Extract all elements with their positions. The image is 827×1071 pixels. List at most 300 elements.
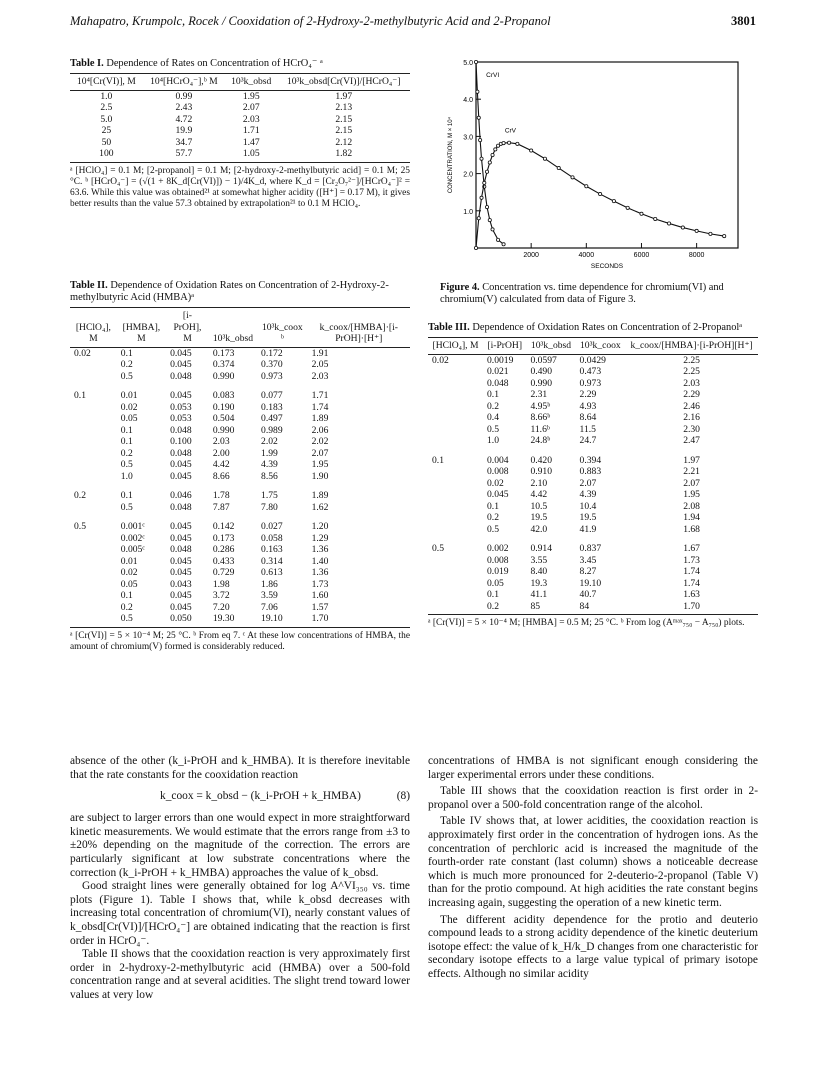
table-cell: 1.95 (242, 90, 260, 102)
table-cell: 0.045 (170, 459, 192, 470)
table-cell: 0.973 (579, 377, 602, 389)
left-paragraph-3: Good straight lines were generally obtained for log A^VI₃₅₀ vs. time plots (Figure 1). Table I shows that, while k_obsd decreases with increasing total concentration of chromium(VI), nearly constant values of k_obsd[Cr(VI)]/[HCrO₄⁻] are obtained indicating that the reaction is first order in HCrO₄⁻. (70, 880, 410, 947)
table-cell: 8.66ᵇ (530, 412, 551, 423)
data-point (496, 238, 499, 241)
table-cell: 0.286 (212, 544, 235, 555)
acid-cell (70, 533, 117, 545)
table-cell: 2.03 (242, 113, 260, 125)
table-cell: 0.2 (487, 600, 499, 612)
table-cell: 4.72 (175, 113, 193, 125)
table-cell: 84 (579, 600, 590, 612)
table-row (428, 589, 758, 601)
right-paragraph-4: The different acidity dependence for the protio and deuterio compound leads to a strong acidity dependence of the kinetic deuterium isotope effect: the value of k_H/k_D changes from one characteristic for secondary isotope effects to a large value typical of primary isotope effects. Although no similar acidity (428, 913, 758, 980)
figure-4-svg (440, 56, 760, 276)
table-cell: 0.002ᶜ (120, 532, 145, 544)
data-point (585, 185, 588, 188)
table-2-header: [HClO₄], M (70, 310, 117, 347)
table-row (428, 389, 758, 401)
equation-number: (8) (396, 790, 410, 803)
table-row (70, 102, 410, 114)
acid-cell (70, 544, 117, 556)
table-row (428, 366, 758, 378)
data-point (480, 157, 483, 160)
table-cell: 0.729 (212, 567, 235, 578)
table-cell: 0.883 (579, 466, 602, 477)
table-row (70, 471, 410, 483)
table-cell: 0.05 (487, 577, 504, 589)
table-cell: 2.07 (683, 477, 700, 489)
table-cell: 0.058 (261, 532, 283, 544)
table-cell: 1.90 (311, 470, 329, 482)
acid-cell (428, 401, 483, 413)
table-cell: 0.163 (261, 544, 283, 555)
acid-cell (70, 413, 117, 425)
table-cell: 1.63 (683, 589, 700, 600)
figure-4-chart (440, 56, 760, 276)
data-point (681, 226, 684, 229)
table-cell: 0.048 (170, 544, 192, 555)
table-cell: 19.10 (579, 577, 602, 589)
acid-cell (428, 589, 483, 601)
table-cell: 1.94 (683, 512, 700, 523)
table-cell: 7.87 (212, 501, 230, 513)
data-point (530, 149, 533, 152)
data-point (476, 90, 479, 93)
y-tick-label: 4.0 (463, 97, 473, 105)
acid-cell (70, 436, 117, 448)
table-cell: 0.02 (120, 567, 138, 578)
table-row (70, 448, 410, 460)
table-row (70, 579, 410, 591)
data-point (488, 219, 491, 222)
table-cell: 0.5 (120, 370, 133, 382)
table-cell: 0.100 (170, 436, 192, 447)
data-point (695, 229, 698, 232)
table-cell: 0.048 (170, 501, 192, 513)
table-cell: 0.053 (170, 413, 192, 424)
acid-cell (428, 512, 483, 524)
table-cell: 0.01 (120, 555, 138, 567)
table-1-grid (70, 76, 410, 160)
table-cell: 41.9 (579, 523, 597, 535)
page-number: 3801 (731, 14, 756, 28)
table-cell: 0.1 (487, 389, 499, 400)
left-paragraph-2: are subject to larger errors than one would expect in more straightforward kinetic measurements. We would estimate that the errors range from ±3 to ±20% depending on the magnitude of the correction. The errors are particularly significant at low substrate concentrations where the correction (k_i-PrOH + k_HMBA) approaches the value of k_obsd. (70, 812, 410, 879)
data-point (612, 200, 615, 203)
table-cell: 2.29 (683, 389, 700, 400)
table-cell: 0.02 (487, 477, 504, 489)
table-cell: 2.47 (683, 435, 700, 446)
table-row (70, 590, 410, 602)
acid-cell: 0.1 (432, 454, 444, 466)
table-3-caption: Table III. Dependence of Oxidation Rates on Concentration of 2-Propanolᵃ (428, 322, 743, 333)
table-cell: 8.40 (530, 566, 548, 577)
table-cell: 0.1 (120, 347, 133, 359)
table-cell: 3.72 (212, 590, 230, 601)
table-cell: 0.077 (261, 390, 283, 401)
table-2-header: 10³k_coox ᵇ (257, 310, 308, 347)
table-cell: 0.1 (487, 589, 499, 600)
table-cell: 0.2 (487, 512, 499, 523)
table-cell: 5.0 (100, 113, 113, 125)
acid-cell (428, 555, 483, 567)
table-cell: 0.5 (487, 423, 499, 435)
table-3-header: [i-PrOH] (483, 340, 526, 354)
table-row (70, 613, 410, 625)
acid-cell (70, 359, 117, 371)
table-2-header: [HMBA], M (117, 310, 166, 347)
table-cell: 2.12 (335, 136, 353, 148)
table-cell: 2.07 (311, 447, 329, 459)
acid-cell (70, 402, 117, 414)
acid-cell (70, 567, 117, 579)
table-row (70, 382, 410, 402)
table-cell: 0.0429 (579, 354, 606, 366)
series-label: CrV (504, 127, 517, 135)
table-cell: 0.4 (487, 412, 499, 423)
table-cell: 0.1 (120, 490, 133, 501)
table-cell: 0.914 (530, 543, 553, 554)
acid-cell (70, 502, 117, 514)
table-cell: 1.60 (311, 590, 329, 601)
table-cell: 4.42 (530, 489, 548, 500)
acid-cell (428, 466, 483, 478)
table-cell: 0.374 (212, 359, 235, 370)
table-cell: 0.05 (120, 578, 138, 590)
table-cell: 24.7 (579, 435, 597, 446)
table-row (70, 602, 410, 614)
data-point (723, 234, 726, 237)
table-cell: 1.71 (311, 390, 329, 401)
table-cell: 0.008 (487, 466, 509, 477)
table-cell: 1.97 (683, 454, 700, 466)
acid-cell (428, 578, 483, 590)
table-cell: 19.3 (530, 577, 548, 589)
table-cell: 0.045 (170, 470, 192, 482)
data-point (477, 217, 480, 220)
table-row (428, 378, 758, 390)
table-cell: 0.990 (530, 377, 553, 389)
x-tick-label: 6000 (633, 252, 650, 259)
acid-cell (70, 448, 117, 460)
table-cell: 7.20 (212, 601, 230, 613)
table-cell: 50 (101, 136, 112, 148)
acid-cell (70, 471, 117, 483)
acid-cell (70, 459, 117, 471)
table-cell: 0.048 (487, 377, 509, 389)
table-row (428, 354, 758, 366)
table-row (428, 401, 758, 413)
running-title: Mahapatro, Krumpolc, Rocek / Cooxidation of 2-Hydroxy-2-methylbutyric Acid and 2-Propanol (70, 14, 551, 28)
table-cell: 1.70 (311, 613, 329, 624)
right-paragraph-2: Table III shows that the cooxidation reaction is first order in 2-propanol over a 500-fold concentration range of the alcohol. (428, 785, 758, 811)
table-cell: 11.5 (579, 423, 596, 435)
table-cell: 1.86 (261, 578, 278, 590)
table-cell: 1.82 (335, 148, 353, 159)
acid-cell: 0.1 (74, 390, 86, 401)
data-point (557, 166, 560, 169)
table-cell: 1.74 (683, 577, 700, 589)
table-cell: 8.27 (579, 566, 597, 577)
table-cell: 2.15 (335, 113, 353, 125)
y-axis-label: CONCENTRATION, M × 10⁴ (448, 116, 454, 194)
data-point (477, 116, 480, 119)
table-cell: 2.07 (242, 102, 260, 113)
table-row (428, 489, 758, 501)
table-cell: 0.2 (120, 601, 133, 613)
table-cell: 2.03 (311, 370, 329, 382)
table-cell: 19.9 (175, 125, 193, 136)
table-cell: 10.4 (579, 500, 597, 512)
right-paragraph-3: Table IV shows that, at lower acidities, the cooxidation reaction is approximately first order in the concentration of hydrogen ions. As the concentration of perchloric acid is increased the magnitude of the fourth-order rate constant (last column) shows a noticeable decrease which is much more pronounced for 2-deuterio-2-propanol (Table V) than for the protio compound. At high acidities the rate constant begins increasing again, suggesting the operation of a new kinetic term. (428, 815, 758, 909)
table-row (428, 478, 758, 490)
table-row (428, 512, 758, 524)
table-row (428, 412, 758, 424)
table-cell: 0.497 (261, 413, 283, 424)
table-row (428, 566, 758, 578)
table-cell: 0.045 (170, 590, 192, 601)
data-point (502, 141, 505, 144)
right-paragraph-1: concentrations of HMBA is not significant enough considering the larger experimental errors under these conditions. (428, 755, 758, 781)
table-cell: 0.048 (170, 447, 192, 459)
acid-cell (70, 579, 117, 591)
table-cell: 0.019 (487, 566, 509, 577)
table-cell: 0.045 (170, 555, 192, 567)
table-cell: 2.31 (530, 389, 548, 400)
table-cell: 0.008 (487, 554, 509, 566)
table-cell: 0.173 (212, 532, 235, 544)
table-cell: 2.05 (311, 359, 329, 370)
table-cell: 57.7 (175, 148, 193, 159)
table-cell: 0.5 (120, 501, 133, 513)
table-cell: 1.74 (683, 566, 700, 577)
table-cell: 1.89 (311, 490, 329, 501)
left-paragraph-4: Table II shows that the cooxidation reaction is very approximately first order in 2-hydroxy-2-methylbutyric acid (HMBA) over a 500-fold concentration range and at several acidities. The slight trend toward lower values at very low (70, 948, 410, 1001)
table-cell: 0.2 (487, 400, 499, 412)
acid-cell (70, 371, 117, 383)
acid-cell (428, 378, 483, 390)
acid-cell (428, 366, 483, 378)
table-cell: 0.989 (261, 424, 283, 436)
table-cell: 2.02 (261, 436, 278, 447)
acid-cell (428, 389, 483, 401)
table-cell: 2.43 (175, 102, 193, 113)
table-cell: 0.05 (120, 413, 138, 424)
table-cell: 85 (530, 600, 541, 612)
table-3-header: 10³k_coox (576, 340, 626, 354)
x-tick-label: 2000 (523, 252, 539, 259)
table-cell: 0.394 (579, 454, 602, 466)
y-tick-label: 3.0 (463, 134, 473, 142)
table-cell: 2.10 (530, 477, 548, 489)
table-cell: 1.70 (683, 600, 700, 612)
table-3-grid (428, 340, 758, 612)
data-point (488, 161, 491, 164)
table-row (70, 513, 410, 533)
table-cell: 4.93 (579, 400, 597, 412)
left-body-column (70, 755, 410, 1003)
table-cell: 1.29 (311, 532, 329, 544)
table-cell: 0.990 (212, 370, 235, 382)
table-cell: 24.8ᵇ (530, 435, 551, 446)
table-cell: 0.473 (579, 366, 602, 377)
table-cell: 0.613 (261, 567, 283, 578)
equation-text: k_coox = k_obsd − (k_i-PrOH + k_HMBA) (160, 790, 361, 803)
table-cell: 1.57 (311, 601, 329, 613)
left-paragraph-1: absence of the other (k_i-PrOH and k_HMBA). It is therefore inevitable that the rate constants for the cooxidation reaction (70, 755, 410, 781)
table-cell: 1.40 (311, 555, 329, 567)
acid-cell (428, 412, 483, 424)
table-cell: 0.050 (170, 613, 192, 624)
figure-4-caption: Figure 4. Concentration vs. time dependence for chromium(VI) and chromium(V) calculated from data of Figure 3. (440, 282, 724, 305)
table-2-header: [i-PrOH], M (166, 310, 209, 347)
equation-8 (70, 786, 410, 808)
table-3-header: k_coox/[HMBA]·[i-PrOH][H⁺] (625, 340, 758, 354)
table-cell: 0.045 (170, 521, 192, 532)
table-cell: 2.46 (683, 400, 700, 412)
running-header (70, 14, 756, 29)
table-2 (70, 280, 410, 653)
table-cell: 1.36 (311, 544, 329, 555)
table-3-header: 10³k_obsd (526, 340, 575, 354)
table-row (428, 466, 758, 478)
table-cell: 0.0019 (487, 354, 514, 366)
data-point (480, 196, 483, 199)
table-row (70, 533, 410, 545)
y-tick-label: 2.0 (463, 171, 473, 179)
acid-cell (428, 435, 483, 447)
table-2-grid (70, 310, 410, 625)
table-cell: 0.910 (530, 466, 553, 477)
table-row (70, 90, 410, 102)
table-cell: 0.973 (261, 370, 283, 382)
table-2-header: k_coox/[HMBA]·[i-PrOH]·[H⁺] (308, 310, 410, 347)
table-cell: 0.504 (212, 413, 235, 424)
table-cell: 0.314 (261, 555, 283, 567)
table-cell: 0.043 (170, 578, 192, 590)
table-cell: 2.07 (579, 477, 597, 489)
table-2-footnote: ᵃ [Cr(VI)] = 5 × 10⁻⁴ M; 25 °C. ᵇ From eq 7. ᶜ At these low concentrations of HMBA, the amount of chromium(V) formed is considerably reduced. (70, 630, 410, 652)
data-point (491, 228, 494, 231)
table-1-footnote: ᵃ [HClO₄] = 0.1 M; [2-propanol] = 0.1 M; [2-hydroxy-2-methylbutyric acid] = 0.1 M; 25 °C. ᵇ [HCrO₄⁻] = (√(1 + 8K_d[Cr(VI)]) − 1)/4K_d, where K_d = [Cr₂O₇²⁻]/[HCrO₄⁻]² = 63.6. While this value was obtained²¹ at somewhat higher acidity ([H⁺] = 0.17 M), it gives better results than the value 57.3 obtained by extrapolation²¹ to 0.1 M HClO₄. (70, 165, 410, 210)
data-point (667, 222, 670, 225)
plot-frame (476, 62, 738, 248)
table-cell: 7.06 (261, 601, 278, 613)
table-cell: 1.98 (212, 578, 230, 590)
table-cell: 0.490 (530, 366, 553, 377)
data-point (516, 142, 519, 145)
acid-cell (428, 424, 483, 436)
table-cell: 0.990 (212, 424, 235, 436)
acid-cell: 0.02 (432, 354, 449, 366)
data-point (502, 243, 505, 246)
table-cell: 0.1 (120, 590, 133, 601)
acid-cell (428, 524, 483, 536)
table-cell: 0.053 (170, 401, 192, 413)
table-cell: 0.1 (120, 436, 133, 447)
table-cell: 0.045 (170, 390, 192, 401)
data-point (494, 148, 497, 151)
table-cell: 0.2 (120, 359, 133, 370)
table-cell: 0.002 (487, 543, 509, 554)
table-cell: 0.5 (120, 459, 133, 470)
table-cell: 0.045 (487, 489, 509, 500)
table-cell: 2.03 (683, 377, 700, 389)
table-cell: 0.420 (530, 454, 553, 466)
table-cell: 8.66 (212, 470, 230, 482)
table-row (428, 501, 758, 513)
table-cell: 1.05 (242, 148, 260, 159)
table-cell: 8.56 (261, 470, 278, 482)
table-cell: 1.62 (311, 501, 329, 513)
data-point (474, 60, 477, 63)
table-cell: 1.68 (683, 523, 700, 535)
table-3-footnote: ᵃ [Cr(VI)] = 5 × 10⁻⁴ M; [HMBA] = 0.5 M; 25 °C. ᵇ From log (Aᵐᵃˣ₇₅₀ − A₇₅₀) plots. (428, 618, 745, 628)
table-cell: 0.01 (120, 390, 138, 401)
table-row (428, 435, 758, 447)
table-row (70, 114, 410, 126)
table-cell: 1.0 (100, 90, 113, 102)
table-cell: 0.190 (212, 401, 235, 413)
table-row (70, 148, 410, 160)
table-row (70, 459, 410, 471)
table-1-caption: Table I. Dependence of Rates on Concentration of HCrO₄⁻ ᵃ (70, 58, 323, 69)
table-cell: 25 (101, 125, 112, 136)
data-point (485, 205, 488, 208)
table-row (428, 578, 758, 590)
table-row (428, 601, 758, 613)
table-cell: 0.2 (120, 447, 133, 459)
table-cell: 0.048 (170, 424, 192, 436)
table-cell: 0.083 (212, 390, 235, 401)
series-label: CrVI (486, 71, 500, 79)
table-1-header: 10³k_obsd[Cr(VI)]/[HCrO₄⁻] (277, 76, 410, 90)
table-row (70, 436, 410, 448)
data-point (474, 246, 477, 249)
table-cell: 1.75 (261, 490, 278, 501)
data-point (571, 176, 574, 179)
table-2-header: 10³k_obsd (209, 310, 257, 347)
table-row (428, 424, 758, 436)
right-body-column (428, 755, 758, 982)
table-cell: 1.47 (242, 136, 260, 148)
table-cell: 0.142 (212, 521, 235, 532)
table-cell: 42.0 (530, 523, 548, 535)
table-cell: 1.36 (311, 567, 329, 578)
table-1-header: 10⁴[HCrO₄⁻],ᵇ M (143, 76, 225, 90)
table-cell: 4.39 (579, 489, 597, 500)
table-row (70, 502, 410, 514)
table-cell: 0.046 (170, 490, 192, 501)
table-cell: 41.1 (530, 589, 548, 600)
table-cell: 2.08 (683, 500, 700, 512)
table-cell: 4.95ᵇ (530, 400, 551, 412)
table-cell: 1.74 (311, 401, 329, 413)
table-2-caption: Table II. Dependence of Oxidation Rates on Concentration of 2-Hydroxy-2-methylbutyric Acid (HMBA)ᵃ (70, 280, 389, 303)
table-cell: 0.045 (170, 532, 192, 544)
table-cell: 2.00 (212, 447, 230, 459)
acid-cell: 0.2 (74, 490, 86, 501)
table-row (428, 447, 758, 467)
table-cell: 2.16 (683, 412, 700, 423)
table-row (70, 371, 410, 383)
table-cell: 0.021 (487, 366, 509, 377)
table-cell: 0.183 (261, 401, 283, 413)
acid-cell: 0.5 (74, 521, 86, 532)
table-cell: 1.71 (242, 125, 260, 136)
acid-cell (70, 602, 117, 614)
data-point (599, 192, 602, 195)
